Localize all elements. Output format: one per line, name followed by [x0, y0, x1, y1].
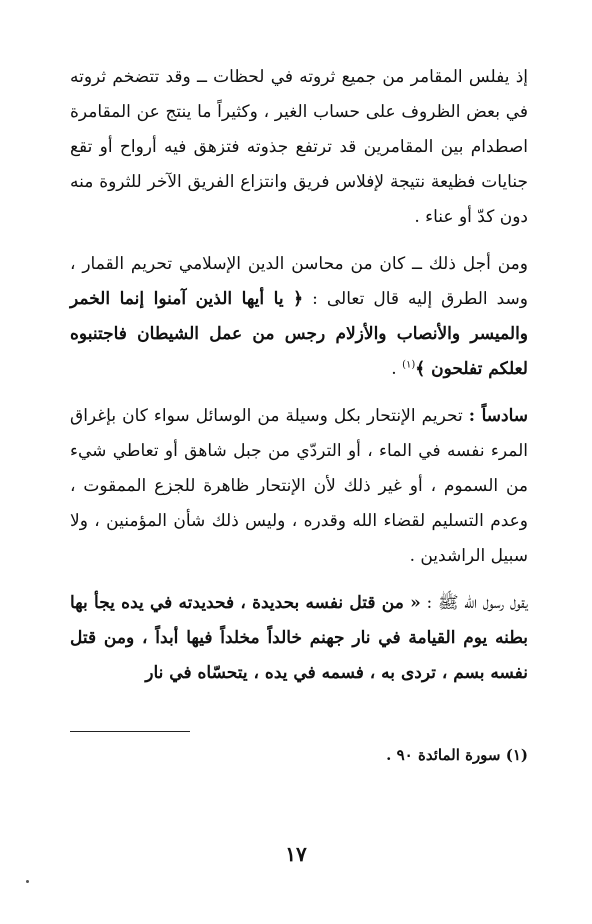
- footnote: (١) سورة المائدة ٩٠ .: [386, 746, 528, 764]
- paragraph-gambling-harm: إذ يفلس المقامر من جميع ثروته في لحظات ــ وقد تتضخم ثروته في بعض الظروف على حساب الغير ، وكثيراً ما ينتج عن المقامرة اصطدام بين المقامرين قد ترتفع جذوته فتزهق فيه أرواح أو تقع جنايات فظيعة نتيجة لإفلاس فريق وانتزاع الفريق الآخر للثروة منه دون كدّ أو عناء .: [70, 67, 528, 227]
- paragraph-suicide-prohibition: [70, 399, 528, 574]
- paragraph-end: .: [391, 359, 403, 379]
- footnote-divider: [70, 731, 190, 732]
- hadith-text: « من قتل نفسه بحديدة ، فحديدته في يده يجأ بها بطنه يوم القيامة في نار جهنم خالداً مخلداً فيها أبداً ، ومن قتل نفسه بسم ، تردى به ، فسمه في يده ، يتحسّاه في نار: [70, 593, 528, 683]
- page-body: [70, 60, 528, 764]
- footnote-reference: (١): [402, 359, 416, 371]
- paragraph-text: تحريم الإنتحار بكل وسيلة من الوسائل سواء كان بإغراق المرء نفسه في الماء ، أو التردّي من جبل شاهق أو تعاطي شيء من السموم ، أو غير ذلك لأن الإنتحار ظاهرة للجزع الممقوت ، وعدم التسليم لقضاء الله وقدره ، وليس ذلك شأن المؤمنين ، ولا سبيل الراشدين .: [70, 406, 528, 566]
- quran-verse: ﴿ يا أيها الذين آمنوا إنما الخمر والميسر والأنصاب والأزلام رجس من عمل الشيطان فاجتنبوه لعلكم تفلحون ﴾: [70, 289, 528, 379]
- paragraph-gambling-prohibition: [70, 247, 528, 387]
- paragraph-intro: ومن أجل ذلك ــ كان من محاسن الدين الإسلامي تحريم القمار ، وسد الطرق إليه قال تعالى :: [70, 254, 529, 309]
- scan-speck: [26, 880, 29, 883]
- hadith-intro: يقول رسول الله ﷺ :: [420, 593, 528, 613]
- paragraph-hadith: [70, 586, 528, 691]
- page-number: ١٧: [285, 842, 307, 866]
- section-label-sixth: سادساً :: [468, 406, 528, 426]
